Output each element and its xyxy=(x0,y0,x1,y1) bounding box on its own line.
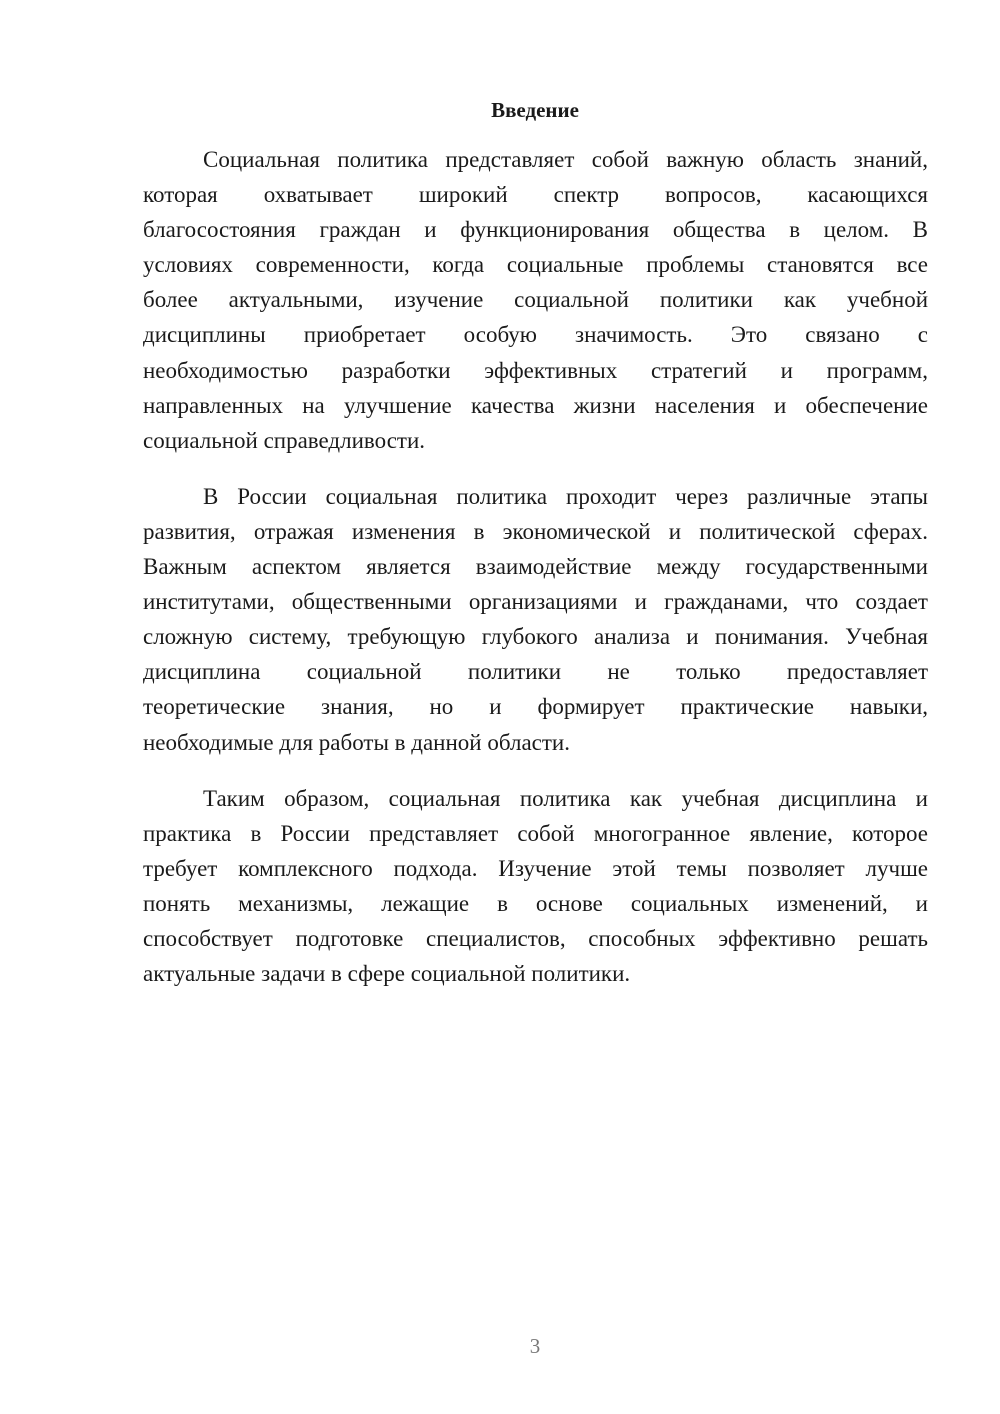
text-line: направленных на улучшение качества жизни населения и обеспечение xyxy=(143,392,928,418)
text-line: понять механизмы, лежащие в основе социальных изменений, и xyxy=(143,890,928,916)
text-line: способствует подготовке специалистов, способных эффективно решать xyxy=(143,925,928,951)
text-line: дисциплины приобретает особую значимость. Это связано с xyxy=(143,322,928,348)
text-line: В России социальная политика проходит через различные этапы xyxy=(203,483,928,509)
text-line: институтами, общественными организациями и гражданами, что создает xyxy=(143,589,928,615)
text-line: благосостояния граждан и функционирования общества в целом. В xyxy=(143,217,928,243)
text-line: актуальные задачи в сфере социальной политики. xyxy=(143,961,631,987)
text-line: условиях современности, когда социальные проблемы становятся все xyxy=(143,252,928,278)
text-line: которая охватывает широкий спектр вопросов, касающихся xyxy=(143,182,928,208)
page-title: Введение xyxy=(491,98,579,122)
paragraph xyxy=(143,781,928,992)
text-line: Важным аспектом является взаимодействие между государственными xyxy=(143,554,928,580)
paragraph xyxy=(143,142,928,458)
page-number: 3 xyxy=(529,1334,541,1358)
text-line: развития, отражая изменения в экономической и политической сферах. xyxy=(143,518,928,544)
text-line: практика в России представляет собой многогранное явление, которое xyxy=(143,820,928,846)
text-line: Таким образом, социальная политика как учебная дисциплина и xyxy=(203,785,928,811)
text-line: необходимостью разработки эффективных стратегий и программ, xyxy=(143,357,928,383)
text-line: более актуальными, изучение социальной политики как учебной xyxy=(143,287,928,313)
text-line: необходимые для работы в данной области. xyxy=(143,729,570,755)
text-line: требует комплексного подхода. Изучение этой темы позволяет лучше xyxy=(143,855,928,881)
text-line: дисциплина социальной политики не только предоставляет xyxy=(143,659,928,685)
document-body xyxy=(143,142,928,1012)
paragraph xyxy=(143,479,928,760)
text-line: Социальная политика представляет собой важную область знаний, xyxy=(203,147,928,172)
text-line: социальной справедливости. xyxy=(143,427,426,453)
text-line: сложную систему, требующую глубокого анализа и понимания. Учебная xyxy=(143,624,928,650)
text-line: теоретические знания, но и формирует практические навыки, xyxy=(143,694,928,720)
